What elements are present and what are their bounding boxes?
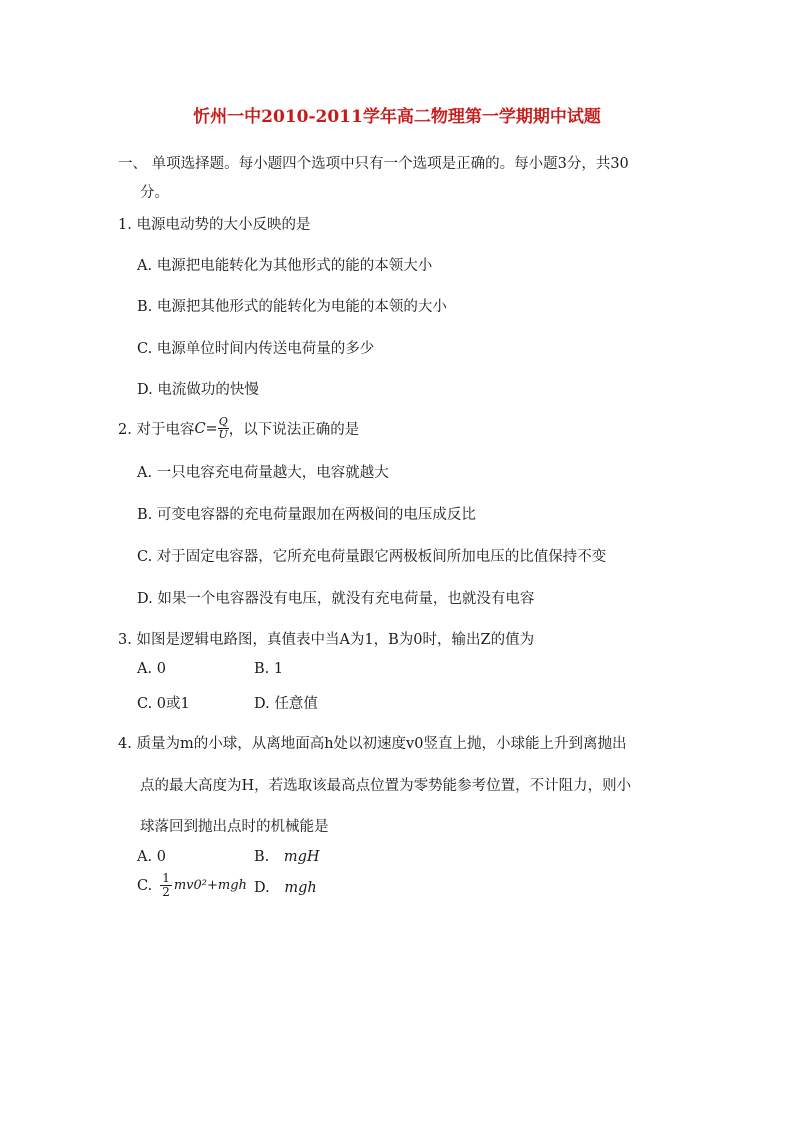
q4-option-c-fraction [160,872,172,899]
q2-stem-prefix: 2. 对于电容 [118,422,195,438]
q2-option-c: C. 对于固定电容器，它所充电荷量跟它两极板间所加电压的比值保持不变 [137,549,607,565]
q3-option-c: C. 0或1 [137,696,190,712]
q3-option-d: D. 任意值 [254,696,318,712]
q2-stem-suffix: ，以下说法正确的是 [228,422,360,438]
q4-option-a: A. 0 [137,849,166,865]
q4-stem-line2: 点的最大高度为H，若选取该最高点位置为零势能参考位置，不计阻力，则小 [140,778,632,794]
q4-option-b [254,849,320,865]
q2-formula-denominator: U [218,428,228,441]
q3-option-a: A. 0 [137,661,166,677]
section-heading-line2: 分。 [140,185,169,201]
q4-option-b-value: mgH [283,849,320,865]
q1-option-d: D. 电流做功的快慢 [137,382,259,398]
q2-option-a: A. 一只电容充电荷量越大，电容就越大 [137,465,389,481]
q2-option-b: B. 可变电容器的充电荷量跟加在两极间的电压成反比 [137,507,476,523]
q4-option-d [254,880,317,896]
q4-option-c-value: mv0²+mgh [173,878,247,893]
q1-stem: 1. 电源电动势的大小反映的是 [118,217,311,233]
q3-option-b: B. 1 [254,661,284,677]
q1-option-a: A. 电源把电能转化为其他形式的能的本领大小 [137,258,433,274]
q1-option-c: C. 电源单位时间内传送电荷量的多少 [137,341,375,357]
q2-formula-fraction [218,416,229,441]
q2-stem [118,416,359,441]
section-heading-line1: 一、 单项选择题。每小题四个选项中只有一个选项是正确的。每小题3分，共30 [118,156,629,172]
q4-option-c-denominator: 2 [162,885,170,899]
page-title: 忻州一中2010-2011学年高二物理第一学期期中试题 [193,107,601,127]
q4-option-c [137,872,247,899]
q4-option-b-label: B. [254,849,270,865]
q2-formula-numerator: Q [218,415,228,428]
q1-option-b: B. 电源把其他形式的能转化为电能的本领的大小 [137,299,447,315]
q2-option-d: D. 如果一个电容器没有电压，就没有充电荷量，也就没有电容 [137,591,535,607]
q4-option-c-label: C. [137,877,153,894]
q3-stem: 3. 如图是逻辑电路图，真值表中当A为1，B为0时，输出Z的值为 [118,632,535,648]
q4-option-d-label: D. [254,880,270,896]
q4-stem-line1: 4. 质量为m的小球，从离地面高h处以初速度v0竖直上抛，小球能上升到离抛出 [118,736,627,752]
q4-option-c-numerator: 1 [162,871,170,885]
q4-stem-line3: 球落回到抛出点时的机械能是 [140,819,329,835]
q2-formula-lhs: C= [194,420,218,437]
q4-option-d-value: mgh [284,880,317,896]
